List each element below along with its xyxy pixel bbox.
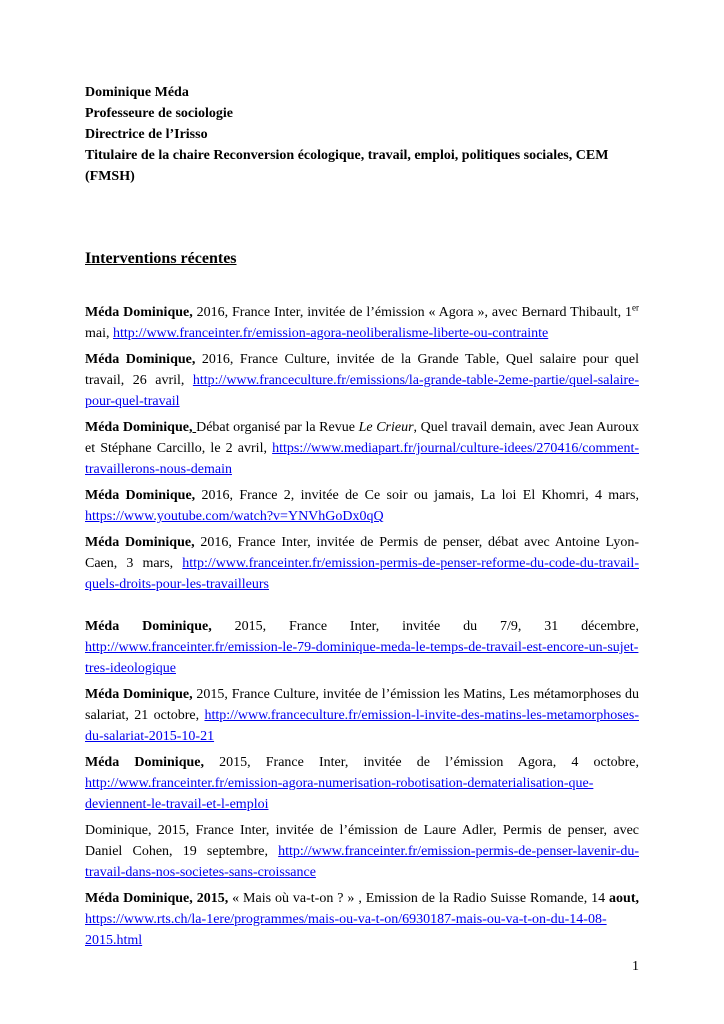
entry-author-lead: Méda Dominique, — [85, 420, 193, 435]
entry-link[interactable]: http://www.franceinter.fr/emission-agora-numerisation-robotisation-dematerialisation-que-deviennent-le-travail-et-l-emploi — [85, 776, 594, 812]
entry-text: 2016, France 2, invitée de Ce soir ou jamais, La loi El Khomri, 4 mars, — [195, 488, 640, 503]
entry-text: 2016, France Culture, invitée de la Grande Table, Quel salaire pour quel travail, 26 avril, — [85, 352, 639, 388]
entry-link[interactable]: http://www.franceculture.fr/emissions/la-grande-table-2eme-partie/quel-salaire-pour-quel-travail — [85, 373, 639, 409]
intervention-entry — [85, 752, 639, 815]
entry-text: 2015, France Inter, invitée du 7/9, 31 décembre, — [211, 619, 639, 634]
header-chair-title: Titulaire de la chaire Reconversion écologique, travail, emploi, politiques sociales, CEM — [85, 148, 609, 163]
entry-link[interactable]: https://www.youtube.com/watch?v=YNVhGoDx0qQ — [85, 509, 384, 524]
entry-author-lead: Méda Dominique, 2015, — [85, 891, 229, 906]
interventions-list — [85, 302, 639, 951]
entry-text: mai, — [85, 326, 113, 341]
page-number: 1 — [632, 959, 639, 974]
entry-text: 2015, France Inter, invitée de l’émission Agora, 4 octobre, — [203, 755, 639, 770]
intervention-entry — [85, 417, 639, 480]
intervention-entry — [85, 888, 639, 951]
entry-link[interactable]: https://www.rts.ch/la-1ere/programmes/mais-ou-va-t-on/6930187-mais-ou-va-t-on-du-14-08-2015.html — [85, 912, 607, 948]
entry-text: 2016, France Inter, invitée de Permis de penser, débat avec Antoine Lyon-Caen, 3 mars, — [85, 535, 639, 571]
entry-link[interactable]: http://www.franceinter.fr/emission-le-79-dominique-meda-le-temps-de-travail-est-encore-un-sujet-tres-ideologique — [85, 640, 639, 676]
intervention-entry — [85, 349, 639, 412]
entry-author-lead: Méda Dominique, — [85, 488, 196, 503]
intervention-entry — [85, 532, 639, 595]
entry-text: 2015, France Culture, invitée de l’émission les Matins, Les métamorphoses du salariat, 21 octobre, — [85, 687, 639, 723]
entry-author-lead: Méda Dominique, — [85, 619, 212, 634]
entry-author-lead: Méda Dominique, — [85, 305, 193, 320]
entry-text: Dominique, 2015, France Inter, invitée de l’émission de Laure Adler, Permis de penser, avec Daniel Cohen, 19 septembre, — [85, 823, 639, 859]
entry-author-lead: Méda Dominique, — [85, 352, 196, 367]
entry-link[interactable]: https://www.mediapart.fr/journal/culture-idees/270416/comment-travaillerons-nous-demain — [85, 441, 639, 477]
entry-link[interactable]: http://www.franceinter.fr/emission-agora-neoliberalisme-liberte-ou-contrainte — [113, 326, 549, 341]
document-header — [85, 82, 639, 187]
entry-author-lead: Méda Dominique, — [85, 687, 193, 702]
header-chair-org: (FMSH) — [85, 169, 135, 184]
intervention-entry — [85, 485, 639, 527]
entry-text: 2016, France Inter, invitée de l’émission « Agora », avec Bernard Thibault, 1 — [192, 305, 632, 320]
work-title-italic: Le Crieur — [358, 420, 414, 435]
entry-link[interactable]: http://www.franceculture.fr/emission-l-invite-des-matins-les-metamorphoses-du-salariat-2015-10-21 — [85, 708, 639, 744]
intervention-entry — [85, 820, 639, 883]
header-director-title: Directrice de l’Irisso — [85, 127, 208, 142]
header-job-title: Professeure de sociologie — [85, 106, 234, 121]
entry-link[interactable]: http://www.franceinter.fr/emission-permis-de-penser-reforme-du-code-du-travail-quels-droits-pour-les-travailleurs — [85, 556, 639, 592]
intervention-entry — [85, 302, 639, 344]
intervention-entry — [85, 616, 639, 679]
entry-author-lead: aout, — [609, 891, 639, 906]
intervention-entry — [85, 684, 639, 747]
section-title: Interventions récentes — [85, 250, 237, 267]
entry-text: Débat organisé par la Revue — [196, 420, 359, 435]
entry-text: , Quel travail demain, avec Jean Auroux et Stéphane Carcillo, le 2 avril, — [85, 420, 639, 456]
entry-link[interactable]: http://www.franceinter.fr/emission-permis-de-penser-lavenir-du-travail-dans-nos-societes-sans-croissance — [85, 844, 639, 880]
entry-text: « Mais où va-t-on ? » , Emission de la Radio Suisse Romande, 14 — [228, 891, 610, 906]
entry-author-lead: Méda Dominique, — [85, 535, 195, 550]
header-author-name: Dominique Méda — [85, 85, 189, 100]
entry-author-lead: Méda Dominique, — [85, 755, 204, 770]
ordinal-superscript: er — [632, 302, 639, 313]
